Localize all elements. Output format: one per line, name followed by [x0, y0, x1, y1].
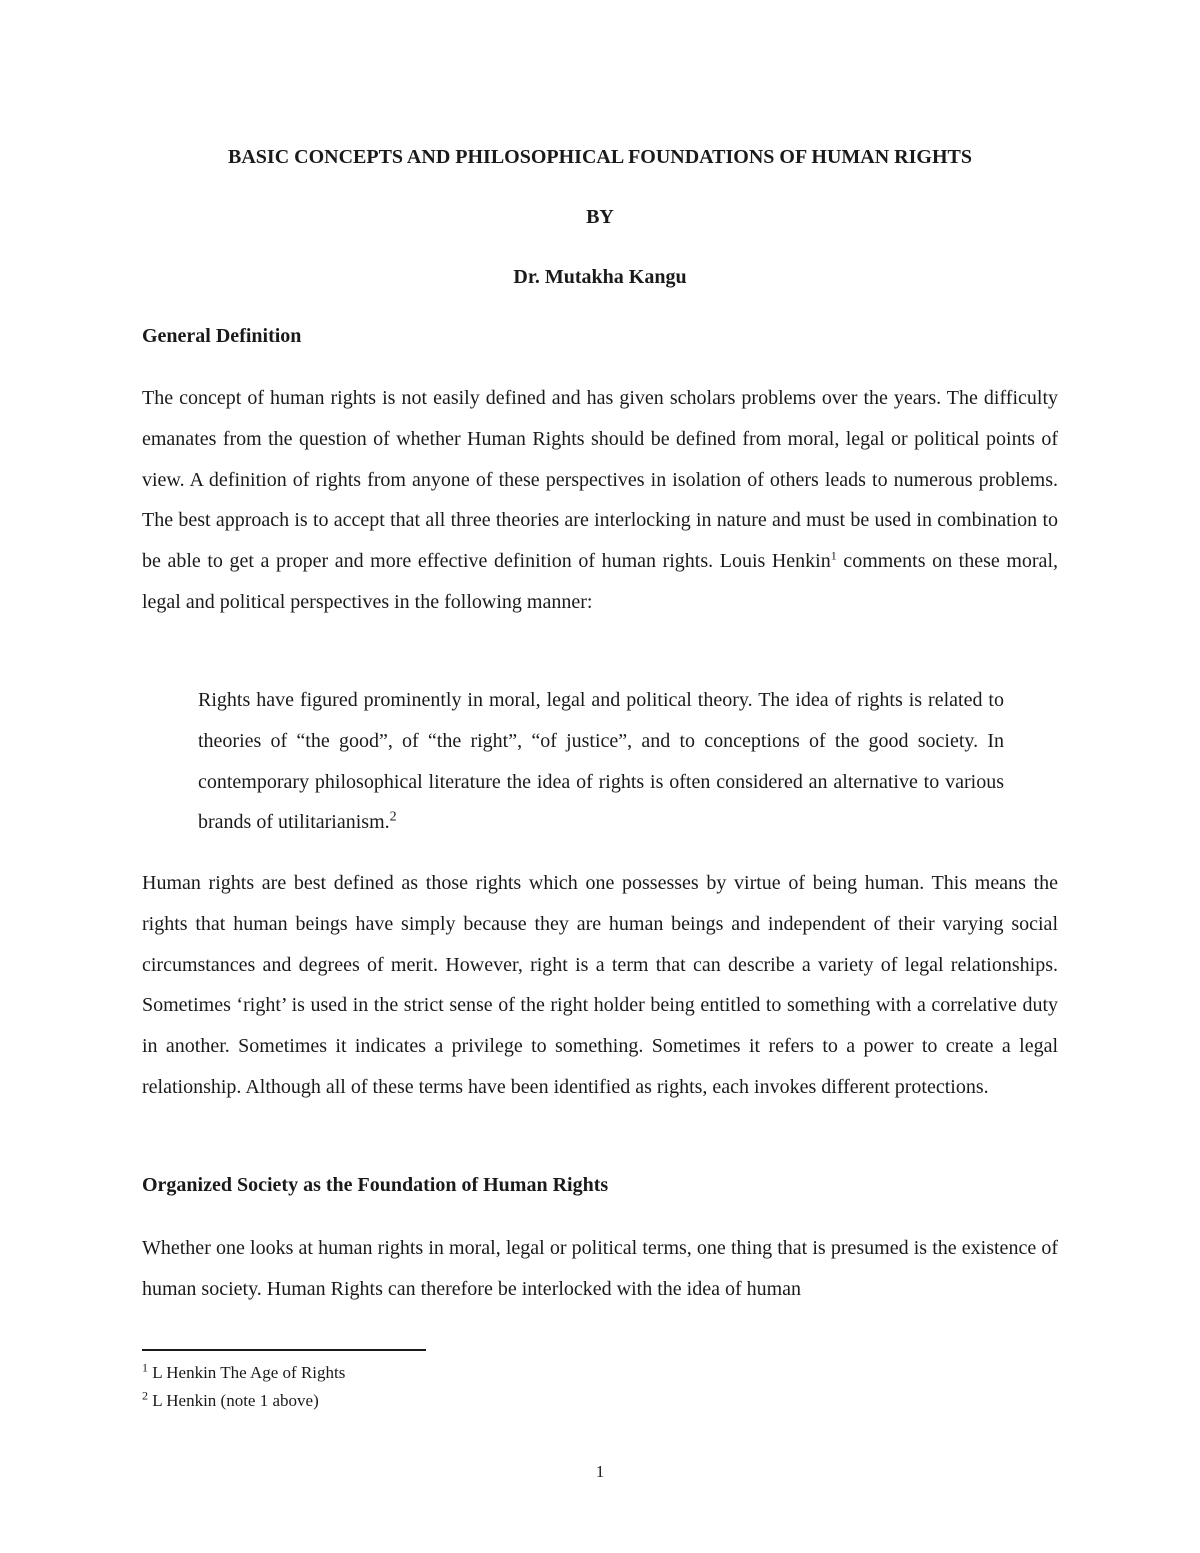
page-number: 1	[595, 1462, 605, 1481]
section-heading-organized-society: Organized Society as the Foundation of Human Rights	[142, 1174, 609, 1196]
footnote-number: 2	[142, 1388, 148, 1403]
section-heading-general-definition: General Definition	[142, 325, 302, 347]
by-label: BY	[586, 206, 614, 228]
footnote-ref-2[interactable]: 2	[389, 809, 397, 825]
block-quote	[198, 680, 1004, 843]
document-title: BASIC CONCEPTS AND PHILOSOPHICAL FOUNDATIONS OF HUMAN RIGHTS	[228, 146, 972, 168]
footnote-divider	[142, 1349, 426, 1351]
block-quote-text: Rights have figured prominently in moral, legal and political theory. The idea of rights is related to theories of “the good”, of “the right”, “of justice”, and to conceptions of the good society. In contemporary philosophical literature the idea of rights is often considered an alternative to various brands of utilitarianism.	[198, 689, 1004, 834]
paragraph-definition	[142, 378, 1058, 623]
footnotes	[142, 1359, 345, 1415]
paragraph-definition-text-a: The concept of human rights is not easily defined and has given scholars problems over the years. The difficulty emanates from the question of whether Human Rights should be defined from moral, legal or political points of view. A definition of rights from anyone of these perspectives in isolation of others leads to numerous problems. The best approach is to accept that all three theories are interlocking in nature and must be used in combination to be able to get a proper and more effective definition of human rights. Louis Henkin	[142, 387, 1058, 573]
footnote-text: L Henkin The Age of Rights	[148, 1363, 346, 1382]
author-name: Dr. Mutakha Kangu	[513, 266, 687, 288]
footnote-number: 1	[142, 1360, 148, 1375]
paragraph-human-rights: Human rights are best defined as those rights which one possesses by virtue of being human. This means the rights that human beings have simply because they are human beings and independent of their varying social circumstances and degrees of merit. However, right is a term that can describe a variety of legal relationships. Sometimes ‘right’ is used in the strict sense of the right holder being entitled to something with a correlative duty in another. Sometimes it indicates a privilege to something. Sometimes it refers to a power to create a legal relationship. Although all of these terms have been identified as rights, each invokes different protections.	[142, 872, 1058, 1098]
footnote-item	[142, 1387, 345, 1415]
paragraph-definition-text-b: comments on these moral, legal and political perspectives in the following manner:	[142, 550, 1058, 613]
footnote-item	[142, 1359, 345, 1387]
footnote-ref-1[interactable]: 1	[830, 548, 837, 563]
paragraph-organized-society: Whether one looks at human rights in moral, legal or political terms, one thing that is presumed is the existence of human society. Human Rights can therefore be interlocked with the idea of human	[142, 1237, 1058, 1300]
footnote-text: L Henkin (note 1 above)	[148, 1391, 319, 1410]
